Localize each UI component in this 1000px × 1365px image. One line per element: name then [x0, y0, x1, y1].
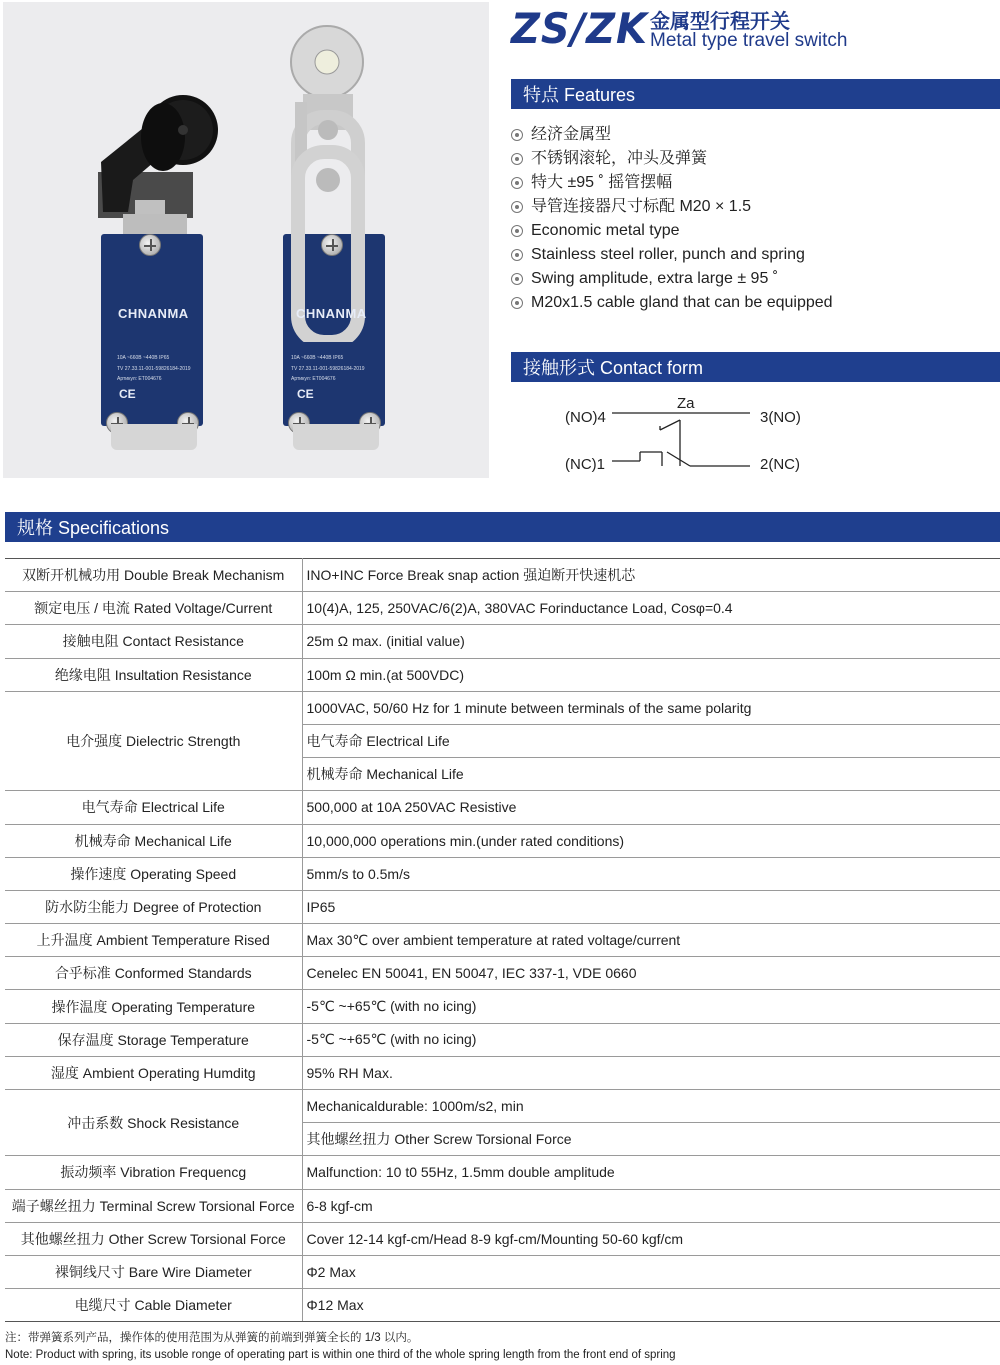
spec-label: 上升温度 Ambient Temperature Rised: [5, 924, 302, 957]
contact-nc-right: 2(NC): [760, 456, 800, 473]
bullet-icon: [511, 201, 523, 213]
feature-text: Stainless steel roller, punch and spring: [531, 246, 805, 263]
standard-label: TV 27.33.11-001-59826184-2019: [291, 366, 365, 372]
contact-nc-left: (NC)1: [565, 456, 605, 473]
feature-text: M20x1.5 cable gland that can be equipped: [531, 294, 833, 311]
spec-row: [5, 1189, 1000, 1222]
brand-label: CHNANMA: [118, 306, 189, 321]
spec-value: 其他螺丝扭力 Other Screw Torsional Force: [302, 1123, 1000, 1156]
spec-label: 合乎标准 Conformed Standards: [5, 957, 302, 990]
spec-row: [5, 1056, 1000, 1089]
screw-icon: [321, 234, 343, 256]
spec-label: 电缆尺寸 Cable Diameter: [5, 1289, 302, 1322]
spec-label: 电气寿命 Electrical Life: [5, 791, 302, 824]
spec-row: [5, 1090, 1000, 1123]
spec-row: [5, 824, 1000, 857]
spec-row: [5, 990, 1000, 1023]
feature-item: [511, 195, 833, 219]
product-photo: [3, 2, 489, 478]
spec-row: [5, 924, 1000, 957]
spec-value: Malfunction: 10 t0 55Hz, 1.5mm double amplitude: [302, 1156, 1000, 1189]
spec-value: Cover 12-14 kgf-cm/Head 8-9 kgf-cm/Mounting 50-60 kgf/cm: [302, 1222, 1000, 1255]
spec-value: 100m Ω min.(at 500VDC): [302, 658, 1000, 691]
footnote-en: Note: Product with spring, its usoble ronge of operating part is within one third of the whole spring length from the front end of spring: [5, 1349, 676, 1361]
feature-item: [511, 267, 833, 291]
feature-text: 经济金属型: [531, 126, 612, 143]
bullet-icon: [511, 249, 523, 261]
lever-arm-icon: [243, 2, 489, 342]
spec-value: 6-8 kgf-cm: [302, 1189, 1000, 1222]
feature-item: [511, 147, 833, 171]
spec-label: 操作速度 Operating Speed: [5, 857, 302, 890]
spec-label: 绝缘电阻 Insultation Resistance: [5, 658, 302, 691]
spec-row: [5, 1289, 1000, 1322]
title-chinese: 金属型行程开关: [650, 11, 790, 33]
ce-mark: CE: [297, 387, 314, 401]
spec-row: [5, 1023, 1000, 1056]
contact-za-label: Za: [677, 395, 695, 412]
spec-value: 机械寿命 Mechanical Life: [302, 758, 1000, 791]
feature-item: [511, 171, 833, 195]
spec-value: Mechanicaldurable: 1000m/s2, min: [302, 1090, 1000, 1123]
spec-value: Max 30℃ over ambient temperature at rated voltage/current: [302, 924, 1000, 957]
spec-label: 保存温度 Storage Temperature: [5, 1023, 302, 1056]
spec-row: [5, 691, 1000, 724]
bullet-icon: [511, 153, 523, 165]
features-heading: 特点 Features: [511, 79, 1000, 109]
spec-value: Φ12 Max: [302, 1289, 1000, 1322]
specifications-heading: 规格 Specifications: [5, 512, 1000, 542]
spec-value: -5℃ ~+65℃ (with no icing): [302, 1023, 1000, 1056]
spec-label: 端子螺丝扭力 Terminal Screw Torsional Force: [5, 1189, 302, 1222]
spec-value: IP65: [302, 890, 1000, 923]
specifications-table: [5, 558, 1000, 1322]
spec-row: [5, 592, 1000, 625]
spec-row: [5, 1222, 1000, 1255]
title-english: Metal type travel switch: [650, 30, 848, 51]
spec-value: Cenelec EN 50041, EN 50047, IEC 337-1, VDE 0660: [302, 957, 1000, 990]
spec-row: [5, 857, 1000, 890]
contact-no-left: (NO)4: [565, 409, 606, 426]
bullet-icon: [511, 177, 523, 189]
spec-row: [5, 559, 1000, 592]
spec-label: 电介强度 Dielectric Strength: [5, 691, 302, 791]
feature-text: Swing amplitude, extra large ± 95 ˚: [531, 270, 779, 287]
model-title: ZS/ZK: [511, 4, 648, 53]
spec-label: 振动频率 Vibration Frequencg: [5, 1156, 302, 1189]
feature-text: 不锈钢滚轮，冲头及弹簧: [531, 150, 708, 167]
spec-label: 冲击系数 Shock Resistance: [5, 1090, 302, 1156]
spec-row: [5, 791, 1000, 824]
bullet-icon: [511, 297, 523, 309]
switch-adjustable-lever-image: [243, 2, 489, 478]
switch-rotary-roller-image: [3, 2, 243, 478]
spec-row: [5, 1156, 1000, 1189]
spec-value: -5℃ ~+65℃ (with no icing): [302, 990, 1000, 1023]
spec-label: 操作温度 Operating Temperature: [5, 990, 302, 1023]
footnote: [5, 1330, 676, 1364]
spec-label: 机械寿命 Mechanical Life: [5, 824, 302, 857]
spec-label: 裸铜线尺寸 Bare Wire Diameter: [5, 1255, 302, 1288]
spec-label: 防水防尘能力 Degree of Protection: [5, 890, 302, 923]
spec-value: 电气寿命 Electrical Life: [302, 724, 1000, 757]
feature-item: [511, 243, 833, 267]
spec-row: [5, 890, 1000, 923]
article-label: Артикул: ET004676: [117, 376, 162, 382]
brand-label: CHNANMA: [296, 306, 367, 321]
spec-row: [5, 957, 1000, 990]
spec-value: 1000VAC, 50/60 Hz for 1 minute between terminals of the same polaritg: [302, 691, 1000, 724]
spec-label: 额定电压 / 电流 Rated Voltage/Current: [5, 592, 302, 625]
contact-no-right: 3(NO): [760, 409, 801, 426]
article-label: Артикул: ET004676: [291, 376, 336, 382]
ce-mark: CE: [119, 387, 136, 401]
contact-form-heading: 接触形式 Contact form: [511, 352, 1000, 382]
spec-value: INO+INC Force Break snap action 强迫断开快速机芯: [302, 559, 1000, 592]
spec-value: 10,000,000 operations min.(under rated conditions): [302, 824, 1000, 857]
spec-label: 双断开机械功用 Double Break Mechanism: [5, 559, 302, 592]
rating-label: 10A ~660B ~440B IP65: [117, 355, 170, 361]
spec-label: 接触电阻 Contact Resistance: [5, 625, 302, 658]
feature-item: [511, 123, 833, 147]
feature-text: Economic metal type: [531, 222, 680, 239]
spec-row: [5, 658, 1000, 691]
spec-value: 10(4)A, 125, 250VAC/6(2)A, 380VAC Forinductance Load, Cosφ=0.4: [302, 592, 1000, 625]
spec-value: 5mm/s to 0.5m/s: [302, 857, 1000, 890]
feature-item: [511, 219, 833, 243]
bullet-icon: [511, 129, 523, 141]
rating-label: 10A ~660B ~440B IP65: [291, 355, 344, 361]
feature-text: 特大 ±95 ˚ 摇管摆幅: [531, 174, 673, 191]
feature-item: [511, 291, 833, 315]
features-list: [511, 123, 833, 315]
spec-value: 95% RH Max.: [302, 1056, 1000, 1089]
bullet-icon: [511, 273, 523, 285]
footnote-cn: 注：带弹簧系列产品，操作体的使用范围为从弹簧的前端到弹簧全长的 1/3 以内。: [5, 1332, 419, 1344]
bullet-icon: [511, 225, 523, 237]
spec-label: 湿度 Ambient Operating Humditg: [5, 1056, 302, 1089]
feature-text: 导管连接器尺寸标配 M20 × 1.5: [531, 198, 752, 215]
standard-label: TV 27.33.11-001-59826184-2019: [117, 366, 191, 372]
spec-row: [5, 1255, 1000, 1288]
spec-row: [5, 625, 1000, 658]
spec-label: 其他螺丝扭力 Other Screw Torsional Force: [5, 1222, 302, 1255]
spec-value: Φ2 Max: [302, 1255, 1000, 1288]
spec-value: 500,000 at 10A 250VAC Resistive: [302, 791, 1000, 824]
spec-value: 25m Ω max. (initial value): [302, 625, 1000, 658]
screw-icon: [139, 234, 161, 256]
